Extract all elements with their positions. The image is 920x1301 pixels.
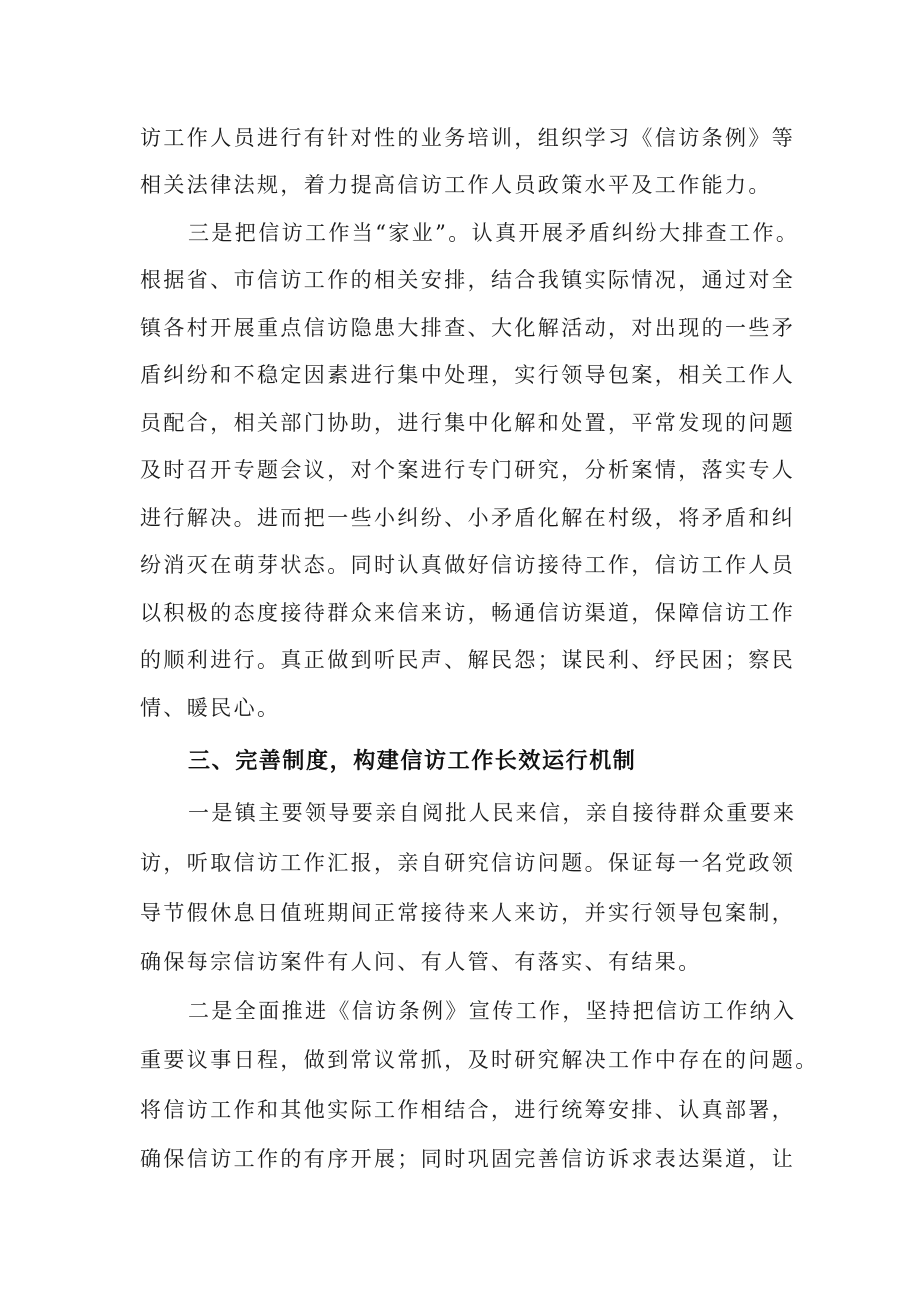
text-line: 镇各村开展重点信访隐患大排查、大化解活动，对出现的一些矛 [140, 316, 796, 340]
text-line: 重要议事日程，做到常议常抓，及时研究解决工作中存在的问题。 [140, 1048, 819, 1072]
text-line: 盾纠纷和不稳定因素进行集中处理，实行领导包案，相关工作人 [140, 363, 796, 387]
paragraph-start-line: 三是把信访工作当“家业”。认真开展矛盾纠纷大排查工作。 [188, 221, 800, 245]
text-line: 的顺利进行。真正做到听民声、解民怨；谋民利、纾民困；察民 [140, 648, 796, 672]
text-line: 相关法律法规，着力提高信访工作人员政策水平及工作能力。 [140, 173, 772, 197]
text-line: 确保每宗信访案件有人问、有人管、有落实、有结果。 [140, 950, 702, 974]
text-line: 及时召开专题会议，对个案进行专门研究，分析案情，落实专人 [140, 458, 796, 482]
text-line: 访工作人员进行有针对性的业务培训，组织学习《信访条例》等 [140, 126, 796, 150]
text-line: 进行解决。进而把一些小纠纷、小矛盾化解在村级，将矛盾和纠 [140, 506, 796, 530]
text-line: 确保信访工作的有序开展；同时巩固完善信访诉求表达渠道，让 [140, 1147, 796, 1171]
text-line: 员配合，相关部门协助，进行集中化解和处置，平常发现的问题 [140, 411, 796, 435]
text-line: 导节假休息日值班期间正常接待来人来访，并实行领导包案制， [140, 901, 796, 925]
paragraph-start-line: 二是全面推进《信访条例》宣传工作，坚持把信访工作纳入 [188, 999, 797, 1023]
text-line: 以积极的态度接待群众来信来访，畅通信访渠道，保障信访工作 [140, 601, 796, 625]
section-heading: 三、完善制度，构建信访工作长效运行机制 [188, 749, 637, 774]
text-line: 根据省、市信访工作的相关安排，结合我镇实际情况，通过对全 [140, 268, 796, 292]
text-line: 访，听取信访工作汇报，亲自研究信访问题。保证每一名党政领 [140, 851, 796, 875]
text-line: 将信访工作和其他实际工作相结合，进行统筹安排、认真部署， [140, 1098, 796, 1122]
text-line: 纷消灭在萌芽状态。同时认真做好信访接待工作，信访工作人员 [140, 553, 796, 577]
paragraph-start-line: 一是镇主要领导要亲自阅批人民来信，亲自接待群众重要来 [188, 801, 797, 825]
text-line: 情、暖民心。 [140, 696, 281, 720]
